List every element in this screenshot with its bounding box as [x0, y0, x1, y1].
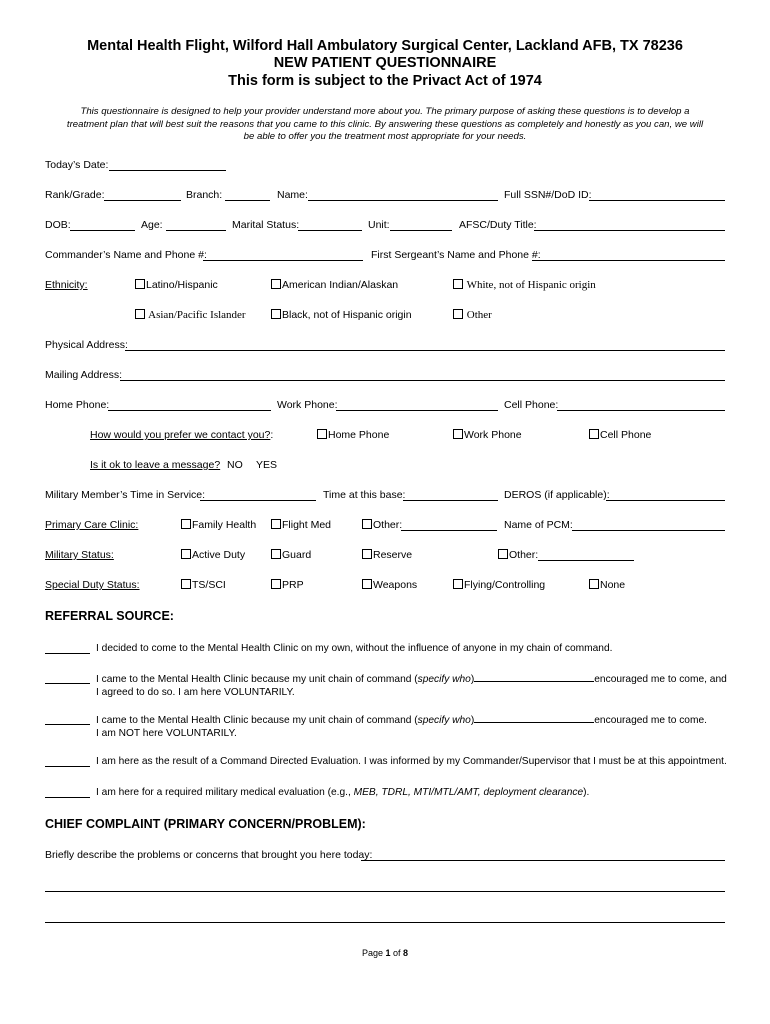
- military-status-reserve[interactable]: Reserve: [362, 549, 412, 561]
- mailing-address-label: Mailing Address:: [45, 369, 123, 381]
- referral-option-5: I am here for a required military medical evaluation (e.g., MEB, TDRL, MTI/MTL/AMT, deployment clearance).: [96, 787, 590, 798]
- checkbox[interactable]: [453, 429, 463, 439]
- referral-2-specify-field[interactable]: [474, 672, 594, 682]
- todays-date-label: Today’s Date:: [45, 159, 109, 171]
- first-sergeant-field[interactable]: [532, 260, 725, 261]
- work-phone-label: Work Phone:: [277, 399, 338, 411]
- checkbox[interactable]: [181, 519, 191, 529]
- contact-option-home[interactable]: Home Phone: [317, 429, 389, 441]
- checkbox[interactable]: [135, 309, 145, 319]
- page-number: Page 1 of 8: [361, 948, 409, 958]
- commander-label: Commander’s Name and Phone #:: [45, 249, 207, 261]
- ethnicity-option-white[interactable]: White, not of Hispanic origin: [453, 279, 596, 291]
- branch-label: Branch:: [186, 189, 223, 201]
- physical-address-label: Physical Address:: [45, 339, 128, 351]
- referral-blank-1[interactable]: [45, 653, 90, 654]
- checkbox[interactable]: [317, 429, 327, 439]
- rank-label: Rank/Grade:: [45, 189, 105, 201]
- time-in-service-field[interactable]: [200, 500, 316, 501]
- time-at-base-label: Time at this base:: [323, 489, 406, 501]
- military-status-other[interactable]: Other:: [498, 549, 538, 561]
- time-in-service-label: Military Member’s Time in Service:: [45, 489, 206, 501]
- afsc-field[interactable]: [534, 230, 725, 231]
- special-duty-prp[interactable]: PRP: [271, 579, 304, 591]
- todays-date-field[interactable]: [109, 170, 226, 171]
- checkbox[interactable]: [453, 579, 463, 589]
- checkbox[interactable]: [271, 549, 281, 559]
- chief-complaint-line-1[interactable]: [361, 860, 725, 861]
- primary-care-other-field[interactable]: [401, 530, 497, 531]
- checkbox[interactable]: [271, 579, 281, 589]
- checkbox[interactable]: [589, 429, 599, 439]
- form-subtitle: NEW PATIENT QUESTIONNAIRE: [273, 55, 497, 71]
- checkbox[interactable]: [362, 579, 372, 589]
- referral-blank-2[interactable]: [45, 683, 90, 684]
- referral-blank-5[interactable]: [45, 797, 90, 798]
- privacy-notice: This form is subject to the Privact Act of 1974: [228, 73, 542, 89]
- checkbox[interactable]: [271, 519, 281, 529]
- chief-complaint-heading: CHIEF COMPLAINT (PRIMARY CONCERN/PROBLEM):: [45, 817, 366, 831]
- first-sergeant-label: First Sergeant’s Name and Phone #:: [371, 249, 541, 261]
- contact-option-work[interactable]: Work Phone: [453, 429, 522, 441]
- dob-field[interactable]: [70, 230, 135, 231]
- afsc-label: AFSC/Duty Title:: [459, 219, 537, 231]
- commander-field[interactable]: [203, 260, 363, 261]
- checkbox[interactable]: [589, 579, 599, 589]
- dob-label: DOB:: [45, 219, 71, 231]
- cell-phone-label: Cell Phone:: [504, 399, 559, 411]
- deros-field[interactable]: [606, 500, 725, 501]
- primary-care-family-health[interactable]: Family Health: [181, 519, 256, 531]
- marital-label: Marital Status:: [232, 219, 300, 231]
- cell-phone-field[interactable]: [557, 410, 725, 411]
- referral-heading: REFERRAL SOURCE:: [45, 609, 174, 623]
- mailing-address-field[interactable]: [120, 380, 725, 381]
- leave-message-label: Is it ok to leave a message?: [90, 459, 221, 471]
- special-duty-weapons[interactable]: Weapons: [362, 579, 417, 591]
- contact-option-cell[interactable]: Cell Phone: [589, 429, 651, 441]
- military-status-other-field[interactable]: [538, 560, 634, 561]
- checkbox[interactable]: [362, 519, 372, 529]
- checkbox[interactable]: [498, 549, 508, 559]
- special-duty-label: Special Duty Status:: [45, 579, 140, 591]
- marital-field[interactable]: [298, 230, 362, 231]
- checkbox[interactable]: [181, 579, 191, 589]
- contact-preference-label: How would you prefer we contact you?:: [90, 429, 274, 441]
- branch-field[interactable]: [225, 200, 270, 201]
- age-field[interactable]: [166, 230, 226, 231]
- time-at-base-field[interactable]: [403, 500, 498, 501]
- unit-field[interactable]: [390, 230, 452, 231]
- pcm-field[interactable]: [572, 530, 725, 531]
- primary-care-other[interactable]: Other:: [362, 519, 402, 531]
- ethnicity-option-latino[interactable]: Latino/Hispanic: [135, 279, 218, 291]
- checkbox[interactable]: [362, 549, 372, 559]
- age-label: Age:: [141, 219, 163, 231]
- primary-care-flight-med[interactable]: Flight Med: [271, 519, 331, 531]
- chief-complaint-prompt: Briefly describe the problems or concerns that brought you here today:: [45, 849, 373, 861]
- referral-3-specify-field[interactable]: [474, 713, 594, 723]
- special-duty-flying[interactable]: Flying/Controlling: [453, 579, 545, 591]
- military-status-label: Military Status:: [45, 549, 114, 561]
- name-label: Name:: [277, 189, 308, 201]
- deros-label: DEROS (if applicable):: [504, 489, 610, 501]
- referral-option-1: I decided to come to the Mental Health Clinic on my own, without the influence of anyone in my chain of command.: [96, 643, 613, 654]
- primary-care-label: Primary Care Clinic:: [45, 519, 139, 531]
- chief-complaint-line-2[interactable]: [45, 891, 725, 892]
- rank-field[interactable]: [104, 200, 181, 201]
- checkbox[interactable]: [135, 279, 145, 289]
- pcm-label: Name of PCM:: [504, 519, 573, 531]
- ethnicity-option-other[interactable]: Other: [453, 309, 492, 321]
- intro-text: This questionnaire is designed to help your provider understand more about you. The primary purpose of asking these questions is to develop a treatment plan that will best suit the reasons that you came to this clinic. By answering these questions as completely and honestly as you can, we will be able to offer you the treatment most appropriate for your needs.: [66, 106, 704, 143]
- ethnicity-option-black[interactable]: Black, not of Hispanic origin: [271, 309, 412, 321]
- special-duty-ts-sci[interactable]: TS/SCI: [181, 579, 226, 591]
- leave-message-yes[interactable]: YES: [256, 459, 278, 471]
- referral-option-3: I came to the Mental Health Clinic because my unit chain of command (specify who) encouraged me to come. I am NOT here VOLUNTARILY.: [96, 715, 707, 739]
- chief-complaint-line-3[interactable]: [45, 922, 725, 923]
- unit-label: Unit:: [368, 219, 390, 231]
- leave-message-no[interactable]: NO: [227, 459, 243, 471]
- home-phone-field[interactable]: [108, 410, 271, 411]
- checkbox[interactable]: [271, 279, 281, 289]
- checkbox[interactable]: [453, 279, 463, 289]
- physical-address-field[interactable]: [125, 350, 725, 351]
- ssn-label: Full SSN#/DoD ID:: [504, 189, 592, 201]
- referral-option-4: I am here as the result of a Command Directed Evaluation. I was informed by my Commander/Supervisor that I must be at this appointment.: [96, 756, 727, 767]
- special-duty-none[interactable]: None: [589, 579, 625, 591]
- referral-blank-3[interactable]: [45, 724, 90, 725]
- referral-blank-4[interactable]: [45, 766, 90, 767]
- form-title: Mental Health Flight, Wilford Hall Ambulatory Surgical Center, Lackland AFB, TX 78236: [87, 38, 683, 54]
- ethnicity-option-asian[interactable]: Asian/Pacific Islander: [135, 309, 246, 321]
- military-status-guard[interactable]: Guard: [271, 549, 311, 561]
- checkbox[interactable]: [181, 549, 191, 559]
- ethnicity-option-american-indian[interactable]: American Indian/Alaskan: [271, 279, 398, 291]
- name-field[interactable]: [308, 200, 498, 201]
- home-phone-label: Home Phone:: [45, 399, 110, 411]
- checkbox[interactable]: [271, 309, 281, 319]
- ethnicity-label: Ethnicity:: [45, 279, 88, 291]
- checkbox[interactable]: [453, 309, 463, 319]
- referral-option-2: I came to the Mental Health Clinic because my unit chain of command (specify who) encouraged me to come, and I agreed to do so. I am here VOLUNTARILY.: [96, 674, 727, 698]
- work-phone-field[interactable]: [336, 410, 498, 411]
- ssn-field[interactable]: [589, 200, 725, 201]
- military-status-active-duty[interactable]: Active Duty: [181, 549, 245, 561]
